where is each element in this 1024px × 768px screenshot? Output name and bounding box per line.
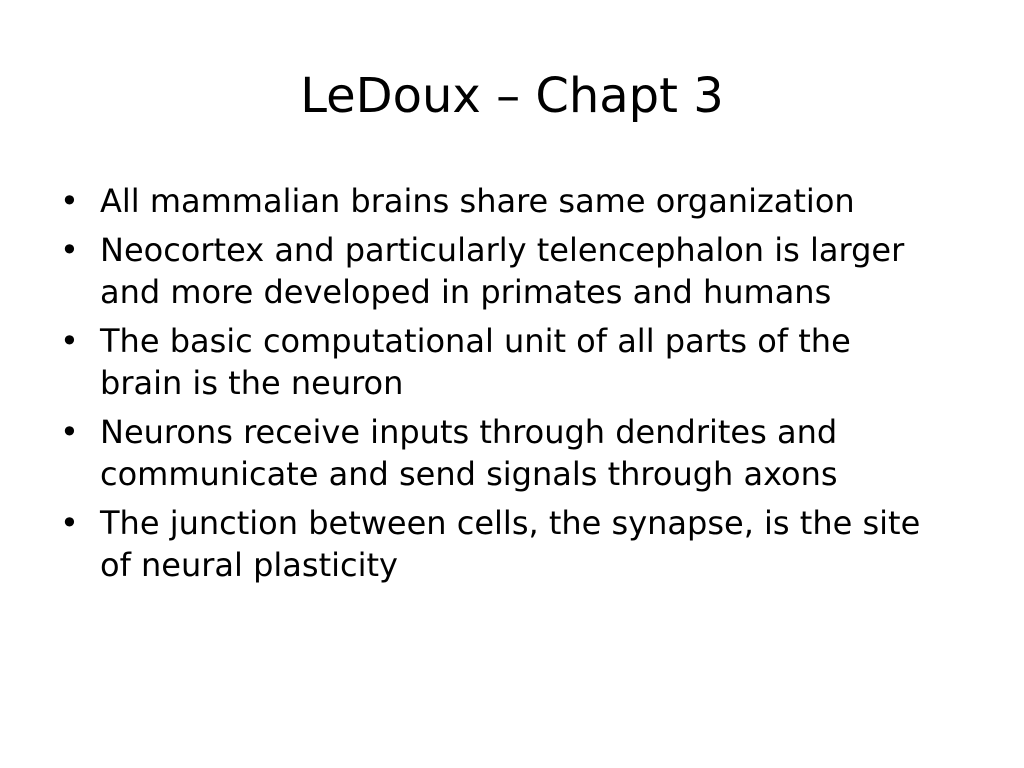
- bullet-text: The basic computational unit of all parts of the brain is the neuron: [100, 322, 851, 402]
- bullet-text: Neocortex and particularly telencephalon is larger and more developed in primates and humans: [100, 231, 905, 311]
- bullet-icon: •: [60, 504, 79, 542]
- slide-title: LeDoux – Chapt 3: [300, 68, 724, 124]
- bullet-item: [56, 502, 936, 586]
- bullet-text: All mammalian brains share same organization: [100, 182, 855, 220]
- bullet-list: [56, 180, 936, 593]
- bullet-icon: •: [60, 231, 79, 269]
- bullet-item: [56, 229, 936, 313]
- bullet-icon: •: [60, 322, 79, 360]
- bullet-icon: •: [60, 182, 79, 220]
- bullet-text: Neurons receive inputs through dendrites and communicate and send signals through axons: [100, 413, 838, 493]
- bullet-icon: •: [60, 413, 79, 451]
- bullet-item: [56, 180, 936, 222]
- bullet-item: [56, 320, 936, 404]
- bullet-text: The junction between cells, the synapse, is the site of neural plasticity: [100, 504, 921, 584]
- bullet-item: [56, 411, 936, 495]
